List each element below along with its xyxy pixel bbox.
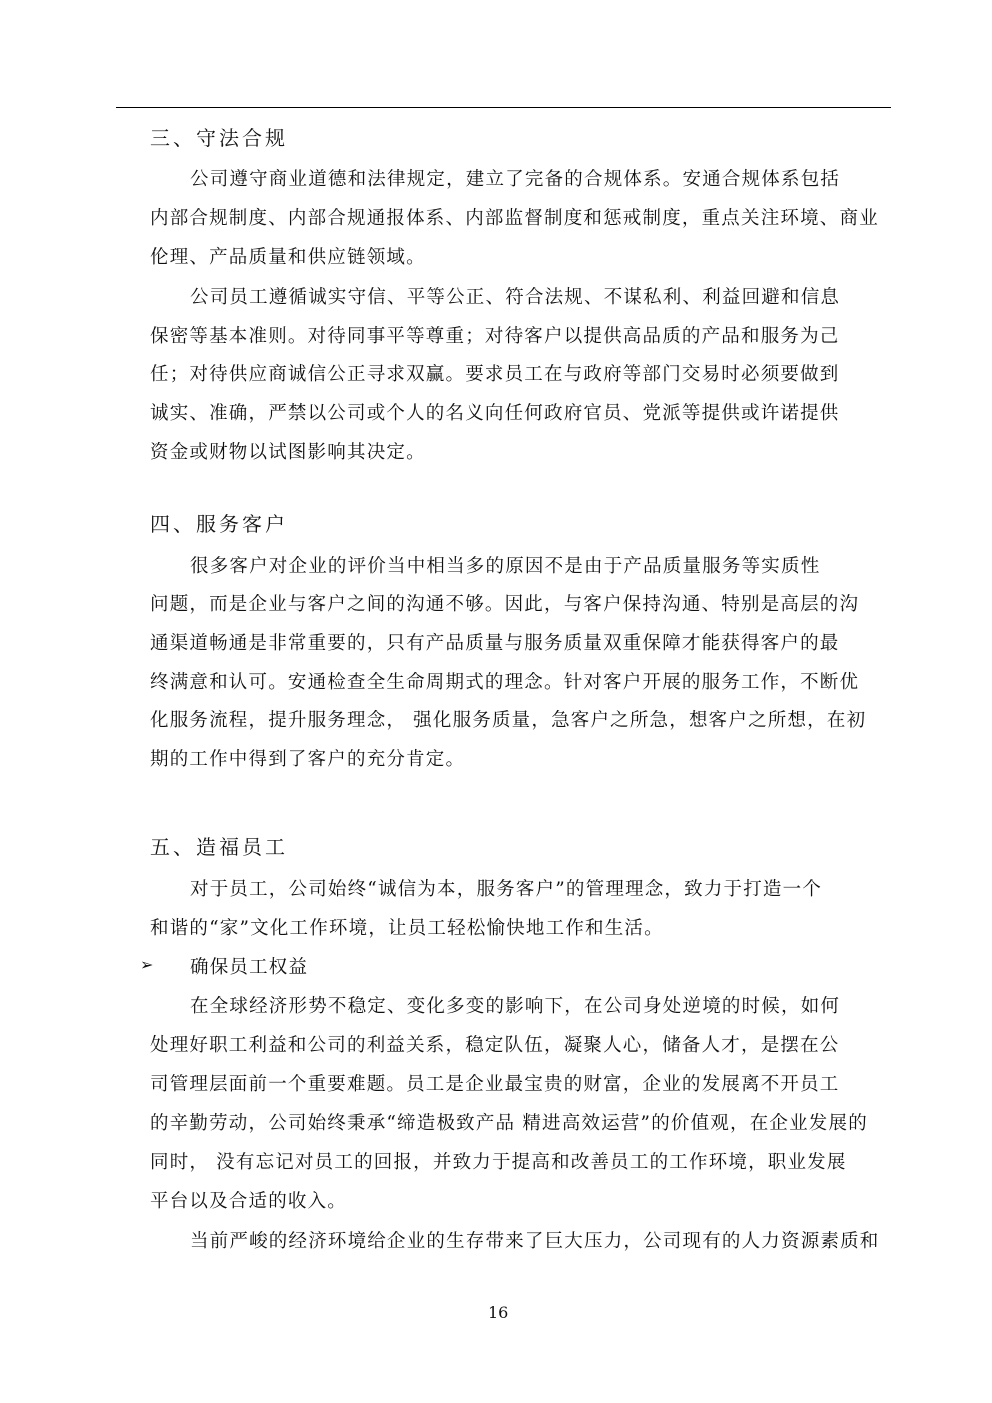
- paragraph-line: 诚实、准确，严禁以公司或个人的名义向任何政府官员、党派等提供或许诺提供: [150, 403, 840, 424]
- paragraph-line: 平台以及合适的收入。: [150, 1191, 348, 1212]
- paragraph-line: 内部合规制度、内部合规通报体系、内部监督制度和惩戒制度，重点关注环境、商业: [150, 208, 879, 229]
- arrow-bullet-icon: ➢: [140, 955, 154, 974]
- paragraph-line: 公司员工遵循诚实守信、平等公正、符合法规、不谋私利、利益回避和信息: [190, 287, 841, 308]
- paragraph-line: 保密等基本准则。对待同事平等尊重；对待客户以提供高品质的产品和服务为己: [150, 326, 840, 347]
- paragraph-line: 同时， 没有忘记对员工的回报，并致力于提高和改善员工的工作环境，职业发展: [150, 1152, 847, 1173]
- paragraph-line: 任；对待供应商诚信公正寻求双赢。要求员工在与政府等部门交易时必须要做到: [150, 364, 840, 385]
- paragraph-line: 资金或财物以试图影响其决定。: [150, 442, 426, 463]
- paragraph-line: 的辛勤劳动，公司始终秉承“缔造极致产品 精进高效运营”的价值观，在企业发展的: [150, 1113, 868, 1134]
- paragraph-line: 和谐的“家”文化工作环境，让员工轻松愉快地工作和生活。: [150, 918, 664, 939]
- paragraph-line: 期的工作中得到了客户的充分肯定。: [150, 749, 466, 770]
- paragraph-line: 对于员工，公司始终“诚信为本，服务客户”的管理理念，致力于打造一个: [190, 879, 823, 900]
- paragraph-line: 化服务流程，提升服务理念， 强化服务质量，急客户之所急，想客户之所想，在初: [150, 710, 867, 731]
- paragraph-line: 当前严峻的经济环境给企业的生存带来了巨大压力，公司现有的人力资源素质和: [190, 1231, 880, 1252]
- paragraph-line: 通渠道畅通是非常重要的，只有产品质量与服务质量双重保障才能获得客户的最: [150, 633, 840, 654]
- paragraph-line: 问题，而是企业与客户之间的沟通不够。因此，与客户保持沟通、特别是高层的沟: [150, 594, 860, 615]
- paragraph-line: 司管理层面前一个重要难题。员工是企业最宝贵的财富，企业的发展离不开员工: [150, 1074, 840, 1095]
- bullet-item-label: 确保员工权益: [190, 957, 309, 978]
- section-heading-employee-welfare: 五、造福员工: [150, 835, 288, 859]
- section-heading-compliance: 三、守法合规: [150, 126, 288, 150]
- page-number: 16: [488, 1303, 509, 1322]
- header-rule: [116, 107, 891, 108]
- paragraph-line: 公司遵守商业道德和法律规定，建立了完备的合规体系。安通合规体系包括: [190, 169, 841, 190]
- paragraph-line: 处理好职工利益和公司的利益关系，稳定队伍，凝聚人心，储备人才，是摆在公: [150, 1035, 840, 1056]
- paragraph-line: 很多客户对企业的评价当中相当多的原因不是由于产品质量服务等实质性: [190, 556, 821, 577]
- paragraph-line: 终满意和认可。安通检查全生命周期式的理念。针对客户开展的服务工作，不断优: [150, 672, 860, 693]
- paragraph-line: 在全球经济形势不稳定、变化多变的影响下，在公司身处逆境的时候，如何: [190, 996, 841, 1017]
- section-heading-customer-service: 四、服务客户: [150, 512, 288, 536]
- paragraph-line: 伦理、产品质量和供应链领域。: [150, 247, 426, 268]
